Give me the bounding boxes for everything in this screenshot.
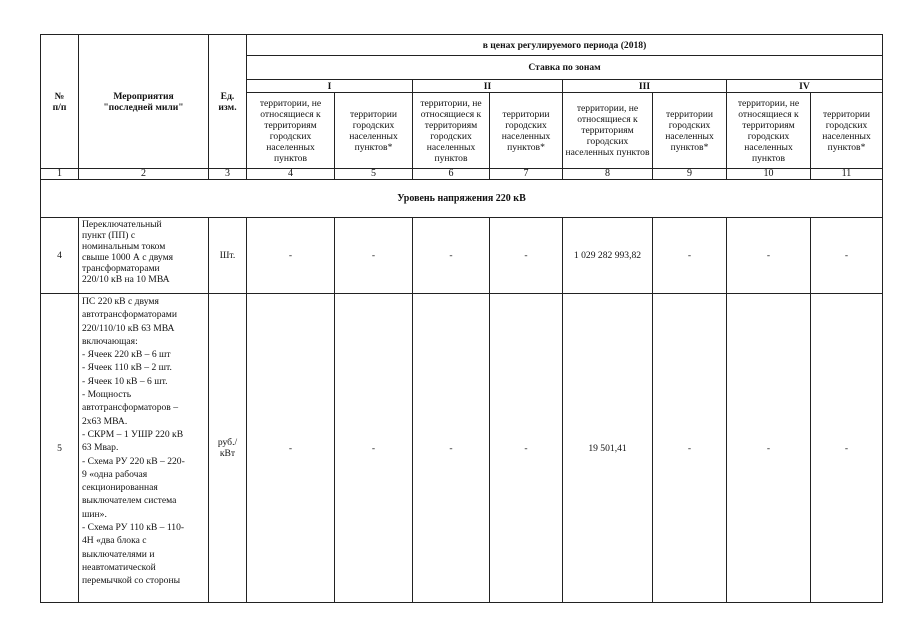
column-numbers-row xyxy=(41,169,883,180)
measure-line: автотрансформаторами xyxy=(82,309,177,321)
value-cell: - xyxy=(490,294,563,603)
col-num-11: 11 xyxy=(811,169,883,180)
measure-line: ПС 220 кВ с двумя xyxy=(82,296,159,307)
row-measure xyxy=(79,294,209,603)
col-num-9: 9 xyxy=(653,169,727,180)
value-cell: - xyxy=(413,294,490,603)
tariff-table-sheet xyxy=(40,34,883,603)
measure-line: свыше 1000 А с двумя xyxy=(82,252,174,263)
value-cell: - xyxy=(490,218,563,294)
col-num-1: 1 xyxy=(41,169,79,180)
zone-1-urban-header: территории городских населенных пунктов* xyxy=(335,93,413,169)
zone-4-urban-header: территории городских населенных пунктов* xyxy=(811,93,883,169)
measure-line: номинальным током xyxy=(82,241,166,252)
col-num-7: 7 xyxy=(490,169,563,180)
section-title: Уровень напряжения 220 кВ xyxy=(41,180,883,218)
value-cell: - xyxy=(335,218,413,294)
col-num-6: 6 xyxy=(413,169,490,180)
row-number: 4 xyxy=(41,218,79,294)
header-row-1 xyxy=(41,35,883,56)
value-cell: - xyxy=(727,294,811,603)
row-measure xyxy=(79,218,209,294)
measure-line: автотрансформаторов – xyxy=(82,402,179,414)
zone-4-rural-header: территории, не относящиеся к территориям городских населенных пунктов xyxy=(727,93,811,169)
header-price-period: в ценах регулируемого периода (2018) xyxy=(247,35,883,56)
measure-line: - Схема РУ 110 кВ – 110- xyxy=(82,522,185,534)
measure-line: - Мощность xyxy=(82,389,132,401)
row-number: 5 xyxy=(41,294,79,603)
col-num-4: 4 xyxy=(247,169,335,180)
col-num-2: 2 xyxy=(79,169,209,180)
header-unit: Ед. изм. xyxy=(209,35,247,169)
zone-3-urban-header: территории городских населенных пунктов* xyxy=(653,93,727,169)
header-measure: Мероприятия "последней мили" xyxy=(79,35,209,169)
measure-line: - Ячеек 110 кВ – 2 шт. xyxy=(82,362,172,374)
measure-line: 220/10 кВ на 10 МВА xyxy=(82,274,170,285)
zone-2-header: II xyxy=(413,80,563,93)
row-unit: Шт. xyxy=(209,218,247,294)
zone-1-header: I xyxy=(247,80,413,93)
col-num-10: 10 xyxy=(727,169,811,180)
measure-line: включающая: xyxy=(82,335,138,347)
value-cell: - xyxy=(653,218,727,294)
zone-4-header: IV xyxy=(727,80,883,93)
col-num-3: 3 xyxy=(209,169,247,180)
table-row xyxy=(41,294,883,603)
col-num-8: 8 xyxy=(563,169,653,180)
value-cell: - xyxy=(727,218,811,294)
value-cell: - xyxy=(811,294,883,603)
value-cell: 1 029 282 993,82 xyxy=(563,218,653,294)
measure-line: секционированная xyxy=(82,482,158,494)
value-cell: 19 501,41 xyxy=(563,294,653,603)
value-cell: - xyxy=(653,294,727,603)
value-cell: - xyxy=(413,218,490,294)
zone-3-header: III xyxy=(563,80,727,93)
table-row xyxy=(41,218,883,294)
measure-line: 63 Мвар. xyxy=(82,442,119,454)
section-row xyxy=(41,180,883,218)
measure-line: 4Н «два блока с xyxy=(82,535,147,547)
measure-line: выключателем система xyxy=(82,495,177,507)
measure-line: 2х63 МВА. xyxy=(82,415,128,427)
measure-line: неавтоматической xyxy=(82,561,156,573)
measure-line: шин». xyxy=(82,508,107,520)
zone-2-rural-header: территории, не относящиеся к территориям городских населенных пунктов xyxy=(413,93,490,169)
measure-line: - СКРМ – 1 УШР 220 кВ xyxy=(82,428,184,440)
measure-line: перемычкой со стороны xyxy=(82,575,181,587)
measure-line: - Ячеек 10 кВ – 6 шт. xyxy=(82,375,168,387)
row-unit: руб./ кВт xyxy=(209,294,247,603)
value-cell: - xyxy=(247,294,335,603)
measure-line: 9 «одна рабочая xyxy=(82,468,148,480)
measure-line: - Схема РУ 220 кВ – 220- xyxy=(82,455,185,467)
value-cell: - xyxy=(811,218,883,294)
measure-line: Переключательный xyxy=(82,219,162,230)
value-cell: - xyxy=(247,218,335,294)
measure-line: трансформаторами xyxy=(82,263,160,274)
tariff-table xyxy=(40,34,883,603)
zone-3-rural-header: территории, не относящиеся к территориям городских населенных пунктов xyxy=(563,93,653,169)
value-cell: - xyxy=(335,294,413,603)
header-num: № п/п xyxy=(41,35,79,169)
measure-line: пункт (ПП) с xyxy=(82,230,136,241)
measure-line: выключателями и xyxy=(82,548,155,560)
measure-line: - Ячеек 220 кВ – 6 шт xyxy=(82,349,171,361)
zone-1-rural-header: территории, не относящиеся к территориям городских населенных пунктов xyxy=(247,93,335,169)
header-zones-rate: Ставка по зонам xyxy=(247,56,883,80)
col-num-5: 5 xyxy=(335,169,413,180)
measure-line: 220/110/10 кВ 63 МВА xyxy=(82,322,175,334)
zone-2-urban-header: территории городских населенных пунктов* xyxy=(490,93,563,169)
